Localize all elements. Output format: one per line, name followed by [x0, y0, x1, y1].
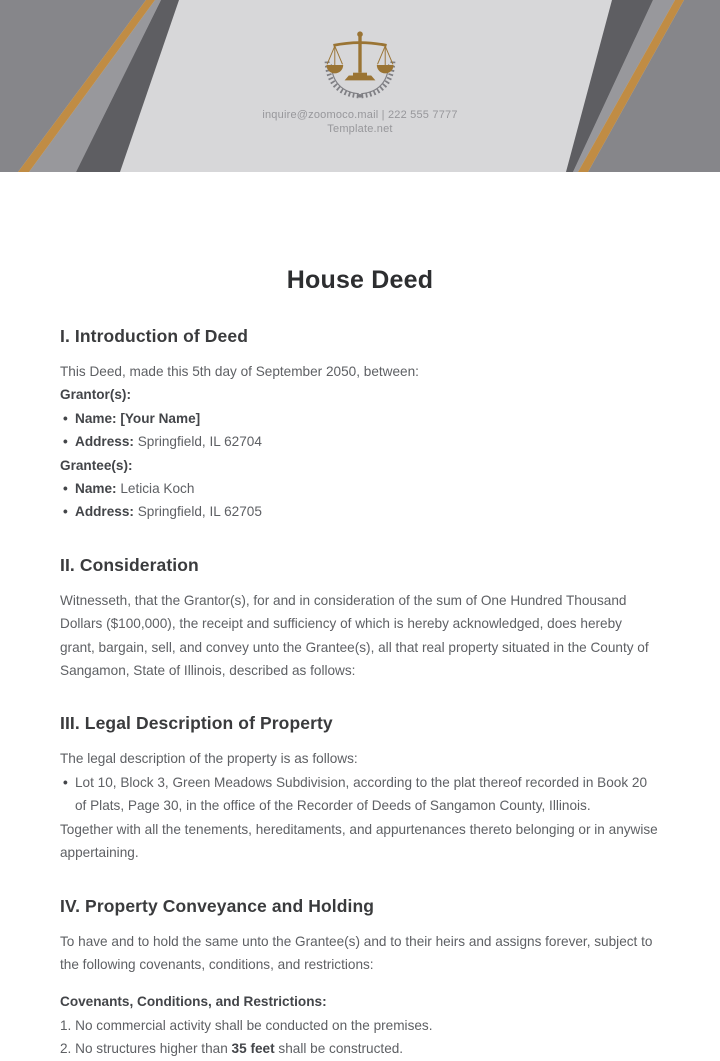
legal-description-closing: Together with all the tenements, hereditaments, and appurtenances thereto belonging or in anywise appertaining. — [60, 821, 658, 861]
document-title: House Deed — [286, 266, 434, 294]
grantee-name-label: Name: — [75, 481, 117, 497]
grantee-list — [60, 477, 660, 524]
grantor-name-label: Name: — [75, 410, 117, 426]
covenant-2-text-prefix: No structures higher than — [75, 1041, 228, 1057]
covenant-1-text: No commercial activity shall be conducted on the premises. — [75, 1017, 433, 1033]
contact-info: inquire@zoomoco.mail | 222 555 7777 — [262, 109, 458, 121]
legal-description-intro: The legal description of the property is as follows: — [60, 751, 358, 767]
section-1-content — [60, 360, 660, 524]
section-3-heading: III. Legal Description of Property — [60, 713, 333, 734]
section-1-heading: I. Introduction of Deed — [60, 326, 248, 346]
letterhead — [0, 0, 720, 172]
covenant-1-number: 1. — [60, 1017, 72, 1033]
covenant-item-2 — [60, 1037, 660, 1060]
covenant-2-number: 2. — [60, 1041, 72, 1057]
grantor-heading: Grantor(s): — [60, 387, 131, 403]
document-body — [0, 266, 720, 1061]
covenant-2-text-suffix: shall be constructed. — [278, 1041, 404, 1057]
intro-line: This Deed, made this 5th day of September 2050, between: — [60, 364, 419, 379]
covenants-heading: Covenants, Conditions, and Restrictions: — [60, 994, 327, 1010]
grantor-name-value: [Your Name] — [120, 410, 201, 426]
grantee-address-value: Springfield, IL 62705 — [137, 504, 262, 520]
grantee-name-value: Leticia Koch — [120, 481, 195, 497]
website-label: Template.net — [327, 123, 393, 135]
legal-description-list — [60, 771, 660, 818]
section-2-paragraph: Witnesseth, that the Grantor(s), for and in consideration of the sum of One Hundred Thousand Dollars ($100,000), the receipt and sufficiency of which is hereby acknowledged, does hereby grant, bargain, sell, and convey unto the Grantee(s), all that real property situated in the County of Sangamon, State of Illinois, described as follows: — [60, 592, 649, 679]
covenant-item-1 — [60, 1014, 660, 1037]
grantee-name-item — [60, 477, 660, 500]
grantor-name-item — [60, 407, 660, 430]
section-4-heading: IV. Property Conveyance and Holding — [60, 895, 375, 916]
scales-of-justice-logo — [318, 26, 402, 104]
grantor-address-item — [60, 430, 660, 453]
covenant-2-text-bold: 35 feet — [231, 1041, 275, 1057]
legal-description-item: • Lot 10, Block 3, Green Meadows Subdivision, according to the plat thereof recorded in Book 20 of Plats, Page 30, in the office of the Recorder of Deeds of Sangamon County, Illinois. — [60, 771, 660, 818]
grantee-address-item — [60, 500, 660, 523]
section-4-paragraph: To have and to hold the same unto the Grantee(s) and to their heirs and assigns forever, subject to the following covenants, conditions, and restrictions: — [60, 933, 653, 972]
grantee-heading: Grantee(s): — [60, 457, 133, 473]
section-3-content — [60, 747, 660, 864]
grantor-address-value: Springfield, IL 62704 — [137, 434, 262, 450]
grantor-list — [60, 407, 660, 454]
section-2-heading: II. Consideration — [60, 554, 199, 575]
brand-block — [0, 0, 720, 172]
grantor-address-label: Address: — [75, 434, 134, 450]
grantee-address-label: Address: — [75, 504, 134, 520]
